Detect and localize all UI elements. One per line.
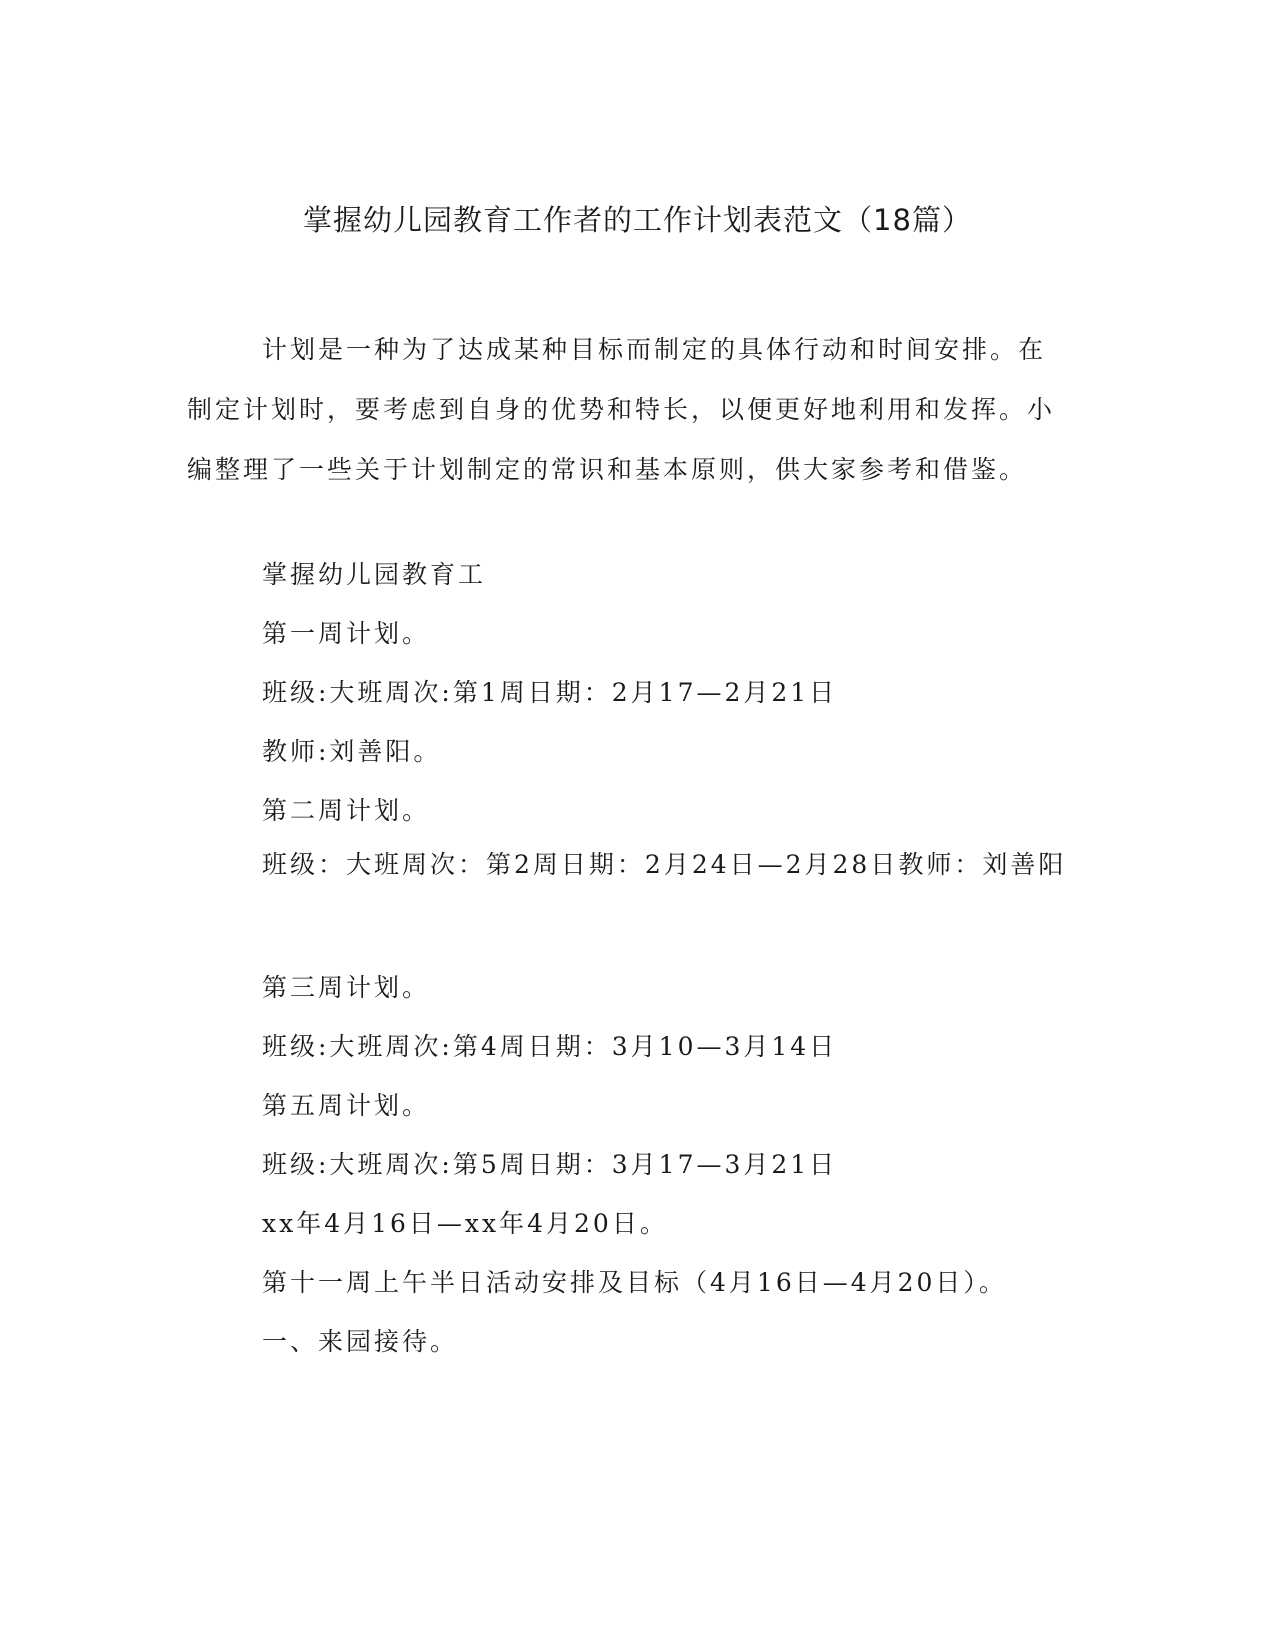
paragraph-13: 一、来园接待。 bbox=[262, 1327, 459, 1356]
paragraph-2: 第一周计划。 bbox=[262, 619, 431, 648]
paragraph-11: xx年4月16日—xx年4月20日。 bbox=[262, 1209, 668, 1238]
paragraph-6: 班级：大班周次：第2周日期：2月24日—2月28日教师：刘善阳 bbox=[262, 850, 1067, 879]
paragraph-8: 班级:大班周次:第4周日期：3月10—3月14日 bbox=[262, 1032, 838, 1061]
paragraph-7: 第三周计划。 bbox=[262, 973, 431, 1002]
paragraph-12: 第十一周上午半日活动安排及目标（4月16日—4月20日）。 bbox=[262, 1268, 1007, 1297]
document-title: 掌握幼儿园教育工作者的工作计划表范文（18篇） bbox=[303, 203, 972, 237]
intro-paragraph: 计划是一种为了达成某种目标而制定的具体行动和时间安排。在制定计划时，要考虑到自身的优势和特长，以便更好地利用和发挥。小编整理了一些关于计划制定的常识和基本原则，供大家参考和借鉴。 bbox=[187, 335, 1056, 484]
paragraph-10: 班级:大班周次:第5周日期：3月17—3月21日 bbox=[262, 1150, 838, 1179]
paragraph-4: 教师:刘善阳。 bbox=[262, 737, 442, 766]
paragraph-9: 第五周计划。 bbox=[262, 1091, 431, 1120]
paragraph-3: 班级:大班周次:第1周日期：2月17—2月21日 bbox=[262, 678, 838, 707]
paragraph-1: 掌握幼儿园教育工 bbox=[262, 560, 487, 589]
paragraph-5: 第二周计划。 bbox=[262, 796, 431, 825]
